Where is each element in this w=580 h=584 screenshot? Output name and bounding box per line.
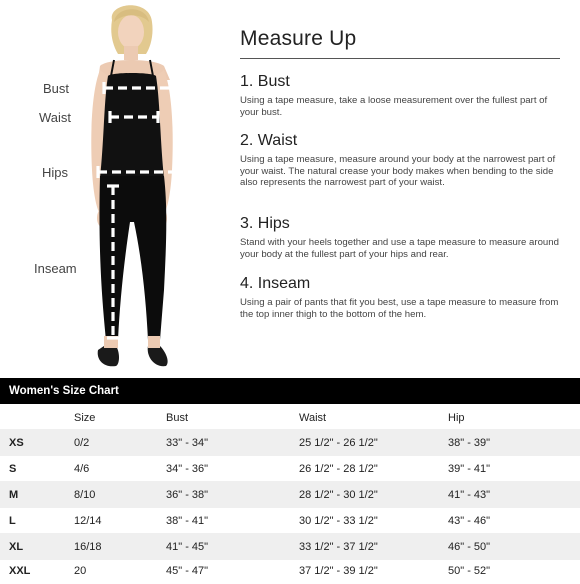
waist-cell: 33 1/2" - 37 1/2" xyxy=(299,541,378,553)
step-title: 2. Waist xyxy=(240,132,298,149)
bust-cell: 38" - 41" xyxy=(166,515,209,527)
table-row xyxy=(0,455,580,482)
hip-cell: 38" - 39" xyxy=(448,437,491,449)
size-chart-title: Women's Size Chart xyxy=(9,385,119,397)
bust-label: Bust xyxy=(43,81,70,96)
step-title: 3. Hips xyxy=(240,215,290,232)
step-bust xyxy=(240,73,562,118)
waist-cell: 28 1/2" - 30 1/2" xyxy=(299,489,378,501)
waist-cell: 26 1/2" - 28 1/2" xyxy=(299,463,378,475)
table-row xyxy=(0,533,580,560)
hips-label: Hips xyxy=(42,165,69,180)
step-text: Using a tape measure, measure around your body at the narrowest part of your waist. The natural crease your body makes when bending to the side also represents the narrowest part of your waist. xyxy=(240,154,556,188)
bust-cell: 36" - 38" xyxy=(166,489,209,501)
waist-cell: 37 1/2" - 39 1/2" xyxy=(299,565,378,577)
inseam-label: Inseam xyxy=(34,261,77,276)
size-chart-header xyxy=(0,378,580,404)
hip-cell: 43" - 46" xyxy=(448,515,491,527)
waist-cell: 30 1/2" - 33 1/2" xyxy=(299,515,378,527)
size-cell: 4/6 xyxy=(74,463,90,475)
size-cell: 20 xyxy=(74,565,87,577)
model-figure xyxy=(0,0,230,378)
size-label: XXL xyxy=(9,565,31,577)
column-header-row xyxy=(0,404,580,431)
table-row xyxy=(0,507,580,534)
column-header-hip: Hip xyxy=(448,412,465,424)
step-hips xyxy=(240,215,562,260)
waist-label: Waist xyxy=(39,110,72,125)
step-title: 1. Bust xyxy=(240,73,290,90)
hip-cell: 41" - 43" xyxy=(448,489,491,501)
hip-cell: 50" - 52" xyxy=(448,565,491,577)
size-label: XL xyxy=(9,541,24,553)
size-cell: 0/2 xyxy=(74,437,90,449)
size-cell: 16/18 xyxy=(74,541,102,553)
table-row xyxy=(0,429,580,456)
size-chart xyxy=(0,378,580,580)
step-title: 4. Inseam xyxy=(240,275,311,292)
size-label: XS xyxy=(9,437,24,449)
size-label: L xyxy=(9,515,16,527)
step-text: Using a tape measure, take a loose measurement over the fullest part of your bust. xyxy=(240,95,548,118)
bust-cell: 33" - 34" xyxy=(166,437,209,449)
column-header-waist: Waist xyxy=(299,412,327,424)
step-waist xyxy=(240,132,562,189)
bust-cell: 34" - 36" xyxy=(166,463,209,475)
size-label: S xyxy=(9,463,17,475)
bust-cell: 41" - 45" xyxy=(166,541,209,553)
hip-cell: 46" - 50" xyxy=(448,541,491,553)
size-cell: 8/10 xyxy=(74,489,96,501)
column-header-size: Size xyxy=(74,412,96,424)
step-inseam xyxy=(240,275,562,320)
table-row xyxy=(0,481,580,508)
model-illustration xyxy=(0,0,230,378)
step-text: Using a pair of pants that fit you best, use a tape measure to measure from the top inner thigh to the bottom of the hem. xyxy=(240,297,559,320)
hip-cell: 39" - 41" xyxy=(448,463,491,475)
bust-cell: 45" - 47" xyxy=(166,565,209,577)
waist-cell: 25 1/2" - 26 1/2" xyxy=(299,437,378,449)
column-header-bust: Bust xyxy=(166,412,189,424)
size-label: M xyxy=(9,489,19,501)
size-cell: 12/14 xyxy=(74,515,102,527)
guide-title: Measure Up xyxy=(240,27,357,50)
step-text: Stand with your heels together and use a tape measure to measure around your body at the fullest part of your hips and rear. xyxy=(240,237,559,260)
title-divider xyxy=(240,58,560,59)
